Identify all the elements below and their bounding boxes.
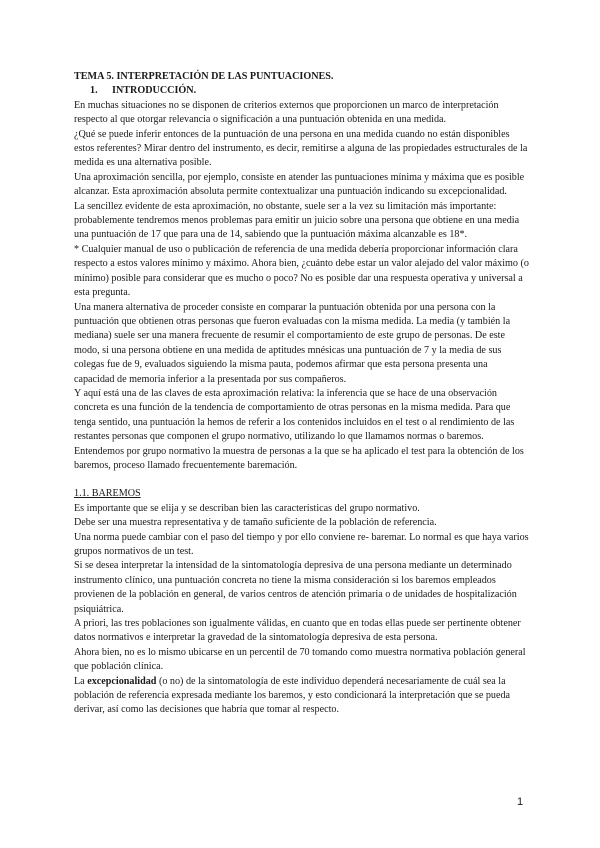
document-subtitle xyxy=(74,84,530,98)
section-gap xyxy=(74,473,530,487)
last-paragraph xyxy=(74,675,530,718)
page-number: 1 xyxy=(517,796,524,808)
paragraph-4: La sencillez evidente de esta aproximación, no obstante, suele ser a la vez su limitación más importante: probablemente tendremos menos problemas para emitir un juicio sobre una persona que obtiene en una media una puntuación de 17 que para una de 14, sabiendo que la puntuación máxima alcanzable es 18*. xyxy=(74,200,520,241)
section-paragraph-3: Una norma puede cambiar con el paso del tiempo y por ello conviene re- baremar. Lo normal es que haya varios grupos normativos de un test. xyxy=(74,531,529,557)
section-paragraph-1: Es importante que se elija y se describan bien las características del grupo normativo. xyxy=(74,502,420,514)
paragraph-2: ¿Qué se puede inferir entonces de la puntuación de una persona en una medida cuando no están disponibles estos referentes? Mirar dentro del instrumento, es decir, remitirse a alguna de las propiedades estructurales de la medida es una alternativa posible. xyxy=(74,128,528,169)
subtitle-text: INTRODUCCIÓN. xyxy=(112,85,197,97)
section-paragraph-4: Si se desea interpretar la intensidad de la sintomatología depresiva de una persona mediante un determinado instrumento clínico, una puntuación concreta no tiene la misma consideración si los baremos empleados provienen de la población en general, de varios centros de atención primaria o de unidades de hospitalización psiquiátrica. xyxy=(74,560,517,615)
last-paragraph-prefix: La xyxy=(74,675,88,687)
subtitle-number: 1. xyxy=(90,85,98,97)
footnote-paragraph: * Cualquier manual de uso o publicación de referencia de una medida debería proporcionar información clara respecto a estos valores mínimo y máximo. Ahora bien, ¿cuánto debe estar un valor alejado del valor máximo (o mínimo) posible para considerar que es mucho o poco? No es posible dar una respuesta operativa y universal a esta pregunta. xyxy=(74,243,529,299)
bold-term-excepcionalidad: excepcionalidad xyxy=(87,675,157,687)
paragraph-7: Y aquí está una de las claves de esta aproximación relativa: la inferencia que se hace de una observación concreta es una función de la tendencia de comportamiento de otras personas en la misma medida. Para que tenga sentido, una puntuación la hemos de referir a los contenidos incluidos en el test o al rendimiento de las restantes personas que componen el grupo normativo, utilizando lo que llamamos normas o baremos. Entendemos por grupo normativo la muestra de personas a la que se ha aplicado el test para la obtención de los baremos, proceso llamado frecuentemente baremación. xyxy=(74,387,524,471)
section-paragraph-2: Debe ser una muestra representativa y de tamaño suficiente de la población de referencia. xyxy=(74,517,437,529)
paragraph-1: En muchas situaciones no se disponen de criterios externos que proporcionen un marco de interpretación respecto al que otorgar relevancia o significación a una puntuación obtenida en una medida. xyxy=(74,99,499,126)
section-paragraph-6: Ahora bien, no es lo mismo ubicarse en un percentil de 70 tomando como muestra normativa población general que población clínica. xyxy=(74,646,526,673)
last-paragraph-suffix: (o no) de la sintomatología de este individuo dependerá necesariamente de cuál sea la población de referencia expresada mediante los baremos, y esto condicionará la interpretación que se pueda derivar, así como las decisiones que habría que tomar al respecto. xyxy=(74,675,511,716)
section-paragraph-5: A priori, las tres poblaciones son igualmente válidas, en cuanto que en todas ellas puede ser pertinente obtener datos normativos e interpretar la gravedad de la sintomatología depresiva de esta persona. xyxy=(74,618,521,644)
paragraph-6: Una manera alternativa de proceder consiste en comparar la puntuación obtenida por una persona con la puntuación que obtienen otras personas que fueron evaluadas con la misma medida. La media (y también la mediana) suele ser una manera frecuente de resumir el comportamiento de este grupo de personas. De este modo, si una persona obtiene en una medida de aptitudes mnésicas una puntuación de 7 y la media de sus colegas fue de 9, evaluados siguiendo la misma pauta, podemos afirmar que esta persona presenta una capacidad de memoria inferior a la presentada por sus compañeros. xyxy=(74,301,511,385)
document-title: TEMA 5. INTERPRETACIÓN DE LAS PUNTUACIONES. xyxy=(74,71,334,82)
document-page xyxy=(74,70,530,718)
section-heading-baremos: 1.1. BAREMOS xyxy=(74,488,141,500)
paragraph-3: Una aproximación sencilla, por ejemplo, consiste en atender las puntuaciones mínima y máxima que es posible alcanzar. Esta aproximación absoluta permite contextualizar una puntuación indicando su excepcionalidad. xyxy=(74,171,525,198)
